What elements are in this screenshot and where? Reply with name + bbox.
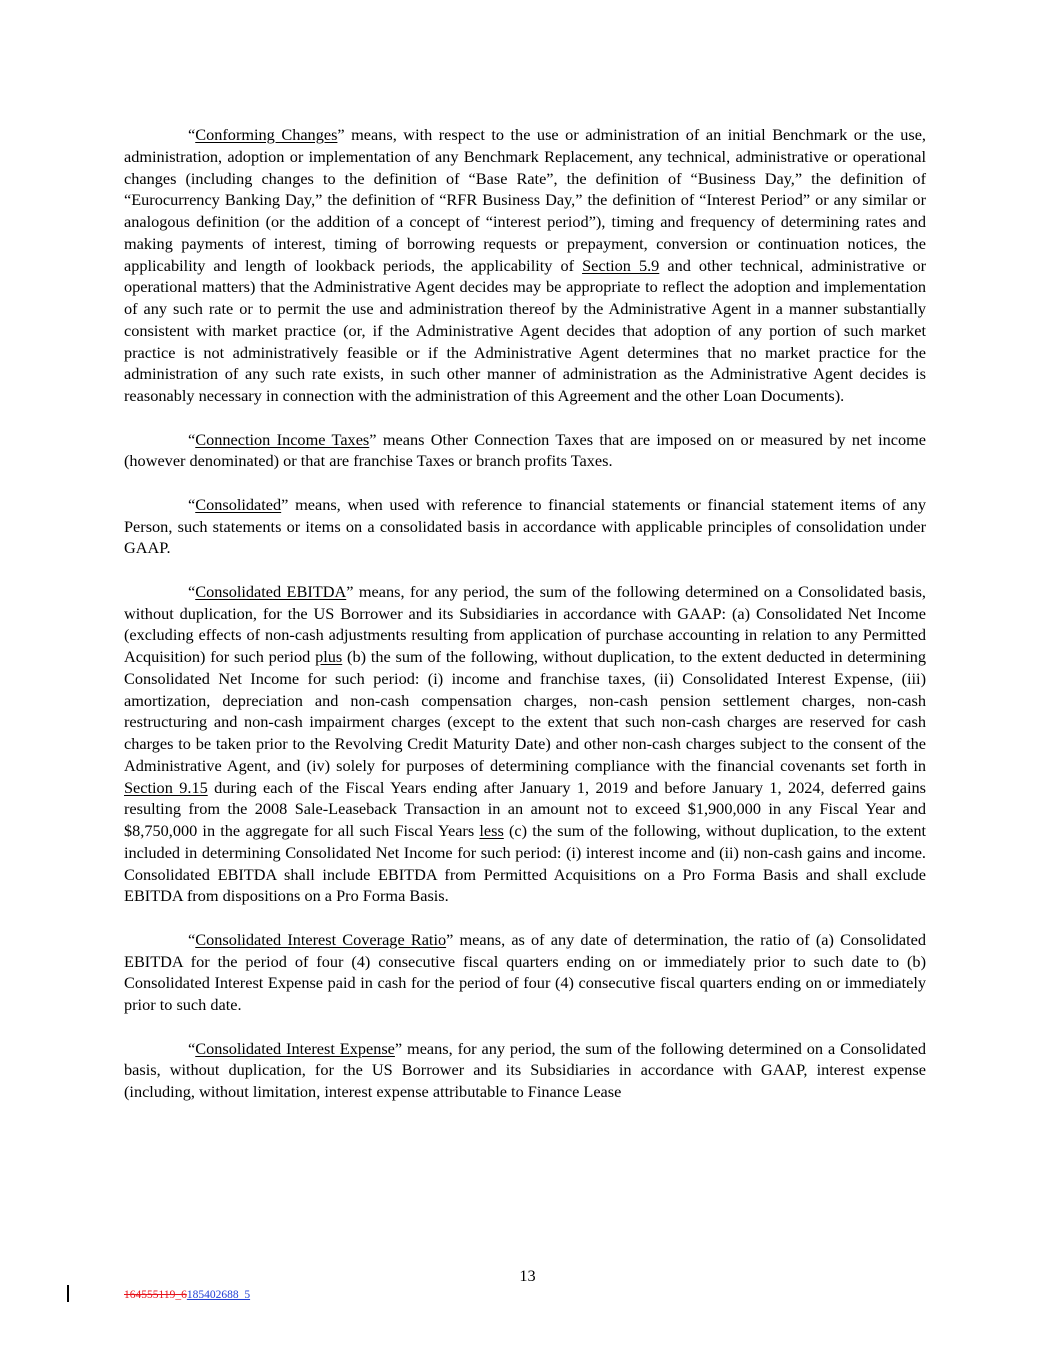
open-quote: “ bbox=[188, 125, 196, 144]
definition-text: (c) the sum of the following, without duplication, to the extent included in determining Consolidated Net Income for such period: (i) interest income and (ii) non-cash gains and income. Consolidated EBITDA shall include EBITDA from Permitted Acquisitions on a Pro Forma Basis and shall exclude EBITDA from dispositions on a Pro Forma Basis. bbox=[124, 821, 926, 906]
open-quote: “ bbox=[188, 429, 196, 449]
definition-consolidated bbox=[124, 494, 926, 559]
open-quote: “ bbox=[188, 929, 196, 949]
definition-text: ” means Other Connection Taxes that are imposed on or measured by net income (however denominated) or that are franchise Taxes or branch profits Taxes. bbox=[124, 429, 926, 471]
definition-consolidated-ebitda bbox=[124, 581, 926, 907]
definition-text: (b) the sum of the following, without duplication, to the extent deducted in determining Consolidated Net Income for such period: (i) income and franchise taxes, (ii) Consolidated Interest Expense, (iii) amortization, depreciation and non-cash compensation charges, non-cash pension settlement charges, non-cash restructuring and non-cash impairment charges (except to the extent that such non-cash charges are reserved for cash charges to be taken prior to the Revolving Credit Maturity Date) and other non-cash charges subject to the consent of the Administrative Agent, and (iv) solely for purposes of determining compliance with the financial covenants set forth in bbox=[124, 647, 926, 775]
emphasis-plus: plus bbox=[315, 647, 343, 666]
defined-term: Consolidated EBITDA bbox=[195, 581, 347, 601]
inserted-doc-id: 185402688_5 bbox=[186, 1289, 251, 1301]
defined-term: Consolidated Interest Expense bbox=[195, 1038, 395, 1058]
definition-text: ” means, as of any date of determination, the ratio of (a) Consolidated EBITDA for the period of four (4) consecutive fiscal quarters ending on or immediately prior to such date to (b) Consolidated Interest Expense paid in cash for the period of four (4) consecutive fiscal quarters ending on or immediately prior to such date. bbox=[124, 929, 926, 1014]
emphasis-less: less bbox=[479, 821, 504, 840]
revision-change-bar bbox=[67, 1285, 69, 1302]
open-quote: “ bbox=[188, 581, 196, 601]
definition-text: ” means, when used with reference to financial statements or financial statement items of any Person, such statements or items on a consolidated basis in accordance with applicable principles of consolidation under GAAP. bbox=[124, 494, 926, 558]
definition-text: ” means, with respect to the use or administration of an initial Benchmark or the use, administration, adoption or implementation of any Benchmark Replacement, any technical, administrative or operational changes (including changes to the definition of “Base Rate”, the definition of “Business Day,” the definition of “Eurocurrency Banking Day,” the definition of “RFR Business Day,” the definition of “Interest Period” or any similar or analogous definition (or the addition of a concept of “interest period”), timing and frequency of determining rates and making payments of interest, timing of borrowing requests or prepayment, conversion or continuation notices, the applicability and length of lookback periods, the applicability of bbox=[124, 125, 926, 275]
definition-text: ” means, for any period, the sum of the following determined on a Consolidated basis, without duplication, for the US Borrower and its Subsidiaries in accordance with GAAP: (a) Consolidated Net Income (excluding effects of non-cash adjustments resulting from application of purchase accounting in relation to any Permitted Acquisition) for such period bbox=[124, 581, 926, 666]
open-quote: “ bbox=[188, 1038, 196, 1058]
deleted-doc-id: 164555119_6 bbox=[124, 1289, 187, 1301]
defined-term: Conforming Changes bbox=[195, 125, 338, 144]
definition-text: during each of the Fiscal Years ending after January 1, 2019 and before January 1, 2024, deferred gains resulting from the 2008 Sale-Leaseback Transaction in an amount not to exceed $1,900,000 in any Fiscal Year and $8,750,000 in the aggregate for all such Fiscal Years bbox=[124, 777, 926, 840]
section-reference: Section 5.9 bbox=[582, 255, 660, 275]
definition-conforming-changes bbox=[124, 124, 926, 407]
definition-text: ” means, for any period, the sum of the following determined on a Consolidated basis, without duplication, for the US Borrower and its Subsidiaries in accordance with GAAP, interest expense (including, without limitation, interest expense attributable to Finance Lease bbox=[124, 1038, 926, 1101]
defined-term: Connection Income Taxes bbox=[195, 429, 370, 449]
page-body bbox=[124, 124, 926, 1125]
definition-connection-income-taxes bbox=[124, 429, 926, 473]
section-reference: Section 9.15 bbox=[124, 777, 208, 797]
document-id bbox=[124, 1289, 250, 1301]
open-quote: “ bbox=[188, 494, 196, 514]
defined-term: Consolidated bbox=[195, 494, 282, 514]
definition-consolidated-interest-expense bbox=[124, 1038, 926, 1103]
page-number: 13 bbox=[519, 1266, 536, 1285]
defined-term: Consolidated Interest Coverage Ratio bbox=[195, 929, 447, 949]
definition-consolidated-interest-coverage-ratio bbox=[124, 929, 926, 1016]
definition-text: and other technical, administrative or operational matters) that the Administrative Agent decides may be appropriate to reflect the adoption and implementation of any such rate or to permit the use and administration thereof by the Administrative Agent in a manner substantially consistent with market practice (or, if the Administrative Agent decides that adoption of any portion of such market practice is not administratively feasible or if the Administrative Agent determines that no market practice for the administration of any such rate exists, in such other manner of administration as the Administrative Agent decides is reasonably necessary in connection with the administration of this Agreement and the other Loan Documents). bbox=[124, 255, 927, 405]
